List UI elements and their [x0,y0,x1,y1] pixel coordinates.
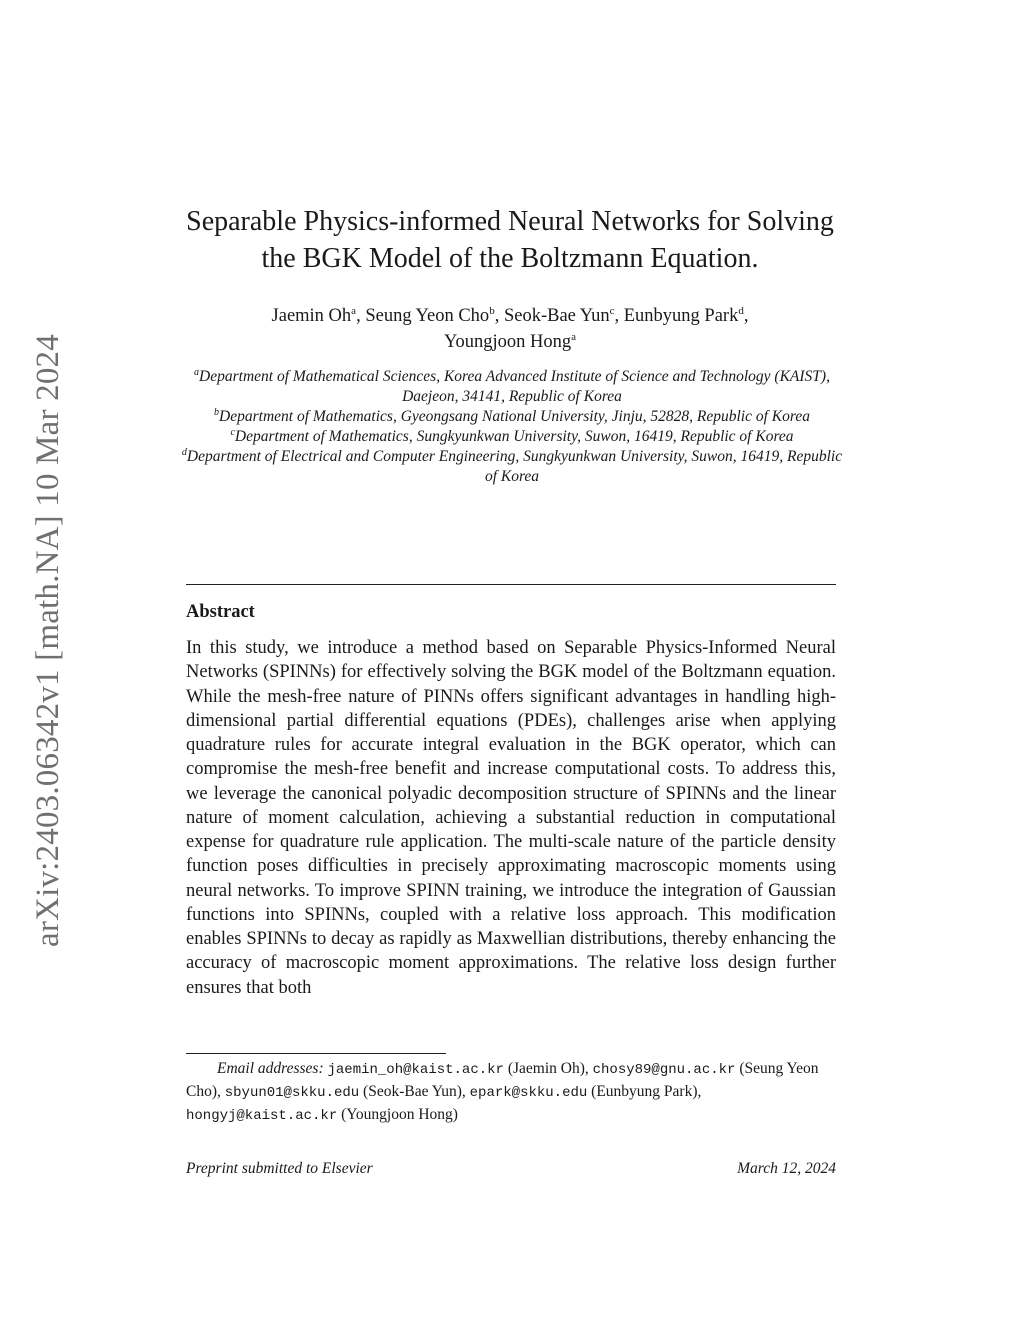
affiliation-text: Department of Mathematics, Sungkyunkwan University, Suwon, 16419, Republic of Korea [234,428,794,445]
affiliation-item [180,407,844,427]
email-link[interactable]: chosy89@gnu.ac.kr [592,1062,736,1078]
email-owner: (Youngjoon Hong) [341,1106,458,1123]
affiliation-item [180,427,844,447]
author-name: Seok-Bae Yun [503,306,610,326]
affiliation-list [180,367,844,487]
email-owner: (Seung Yeon Cho) [186,1060,819,1100]
author-list: Jaemin Oh$^a$, Seung Yeon Cho$^b$, Seok-Bae Yun$^c$, Eunbyung Park$^d$, Youngjoon Hong$^a$ [271,305,749,352]
title-line-1: Separable Physics-informed Neural Networks for Solving [186,206,834,237]
affiliation-mark: d [181,447,187,458]
preprint-date: March 12, 2024 [737,1160,836,1177]
affiliation-text: Department of Electrical and Computer Engineering, Sungkyunkwan University, Suwon, 16419, Republic of Korea [186,448,843,485]
email-link[interactable]: jaemin_oh@kaist.ac.kr [327,1062,504,1078]
author-name: Eunbyung Park [623,306,739,326]
email-link[interactable]: hongyj@kaist.ac.kr [186,1108,338,1124]
affiliation-item [180,367,844,407]
affiliation-text: Department of Mathematics, Gyeongsang National University, Jinju, 52828, Republic of Korea [219,408,810,425]
title-line-2: the BGK Model of the Boltzmann Equation. [261,243,759,274]
paper-title [150,203,870,277]
email-owner: (Jaemin Oh) [507,1060,585,1077]
email-owner: (Seok-Bae Yun) [363,1083,462,1100]
author-mark: a [571,331,577,343]
author-mark: c [609,305,615,317]
author-mark: d [738,305,744,317]
author-mark: b [489,305,495,317]
affiliation-mark: c [230,427,235,438]
abstract-body: In this study, we introduce a method based on Separable Physics-Informed Neural Networks (SPINNs) for effectively solving the BGK model of the Boltzmann equation. While the mesh-free nature of PINNs offers significant advantages in handling high-dimensional partial differential equations (PDEs), challenges arise when applying quadrature rules for accurate integral evaluation in the BGK operator, which can compromise the mesh-free benefit and increase computational costs. To address this, we leverage the canonical polyadic decomposition structure of SPINNs and the linear nature of moment calculation, achieving a substantial reduction in computational expense for quadrature rule application. The multi-scale nature of the particle density function poses difficulties in precisely approximating macroscopic moments using neural networks. To improve SPINN training, we introduce the integration of Gaussian functions into SPINNs, coupled with a relative loss approach. This modification enables SPINNs to decay as rapidly as Maxwellian distributions, thereby enhancing the accuracy of macroscopic moment approximations. The relative loss design further ensures that both [186,638,836,998]
author-name: Jaemin Oh [271,306,352,326]
preprint-note: Preprint submitted to Elsevier [186,1160,373,1177]
arxiv-side-stamp [18,325,78,955]
author-name: Youngjoon Hong [443,332,572,352]
abstract-top-rule [186,584,836,585]
affiliation-text: Department of Mathematical Sciences, Korea Advanced Institute of Science and Technology (KAIST), Daejeon, 34141, Republic of Korea [199,368,830,405]
author-mark: a [351,305,357,317]
affiliation-mark: b [214,407,220,418]
footnote-label: Email addresses: [217,1060,324,1077]
arxiv-id-text: arXiv:2403.06342v1 [math.NA] 10 Mar 2024 [29,333,66,947]
email-link[interactable]: sbyun01@skku.edu [224,1085,360,1101]
email-owner: (Eunbyung Park) [591,1083,698,1100]
footnote-rule [186,1053,446,1054]
author-name: Seung Yeon Cho [365,306,490,326]
email-footnote: Email addresses: jaemin_oh@kaist.ac.kr (Jaemin Oh), chosy89@gnu.ac.kr (Seung Yeon Cho), sbyun01@skku.edu (Seok-Bae Yun), epark@skku.edu (Eunbyung Park), hongyj@kaist.ac.kr (Youngjoon Hong) [186,1060,819,1124]
abstract-heading: Abstract [186,602,255,622]
affiliation-mark: a [194,367,200,378]
email-link[interactable]: epark@skku.edu [469,1085,588,1101]
affiliation-item [180,447,844,487]
